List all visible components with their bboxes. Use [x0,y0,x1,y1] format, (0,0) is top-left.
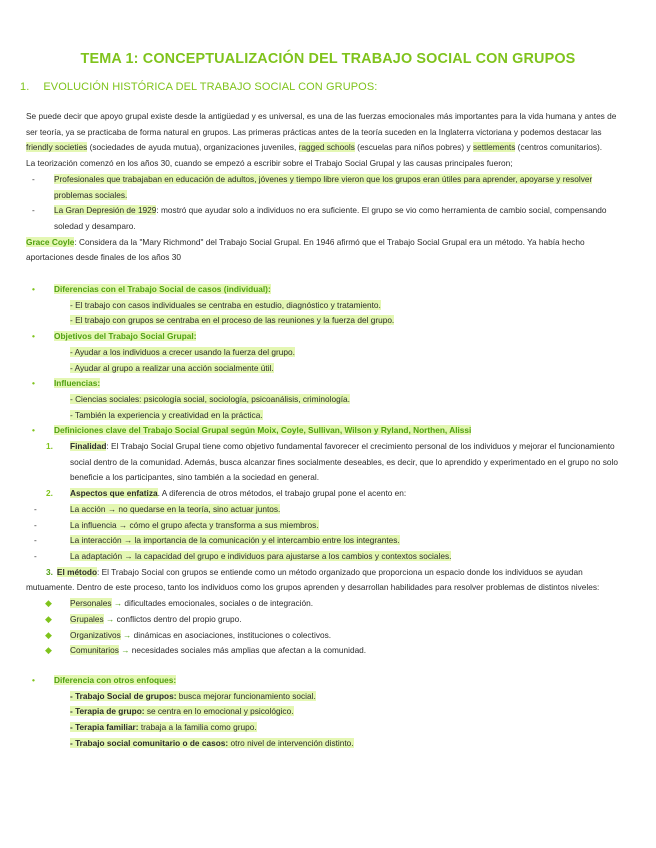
intro-text: (escuelas para niños pobres) y [354,142,473,153]
enfoque-item [70,704,630,720]
nivel-text: conflictos dentro del propio grupo. [114,613,242,624]
item-text: : El Trabajo Social con grupos se entiende como un método organizado que proporciona un espacio donde los individuos se ayudan mutuamente. Dentro de este proceso, tanto los individuos como los grupos aprenden y desarrollan habilidades para resolver problemas de distintos niveles: [26,566,600,593]
dash-marker: - [32,205,35,216]
nivel-item [26,628,630,644]
item-label: Finalidad [70,441,107,452]
dash-marker: - [34,535,37,546]
aspecto-item [26,533,630,549]
bullet-marker: • [32,331,35,342]
bullet-influencias [26,376,630,392]
intro-text: Se puede decir que apoyo grupal existe desde la antigüedad y es universal, es una de las fuerzas emocionales más importantes para la vida humana y antes de ser teoría, ya se practicaba de forma natural en grupos. Las primeras prácticas antes de la teoría suceden en la Inglaterra victoriana y podemos destacar las [26,111,617,137]
nivel-text: dinámicas en asociaciones, instituciones o colectivos. [131,629,332,640]
aspecto-text: La influencia → cómo el grupo afecta y transforma a sus miembros. [70,519,319,530]
cause-item [26,203,630,234]
number-marker: 2. [46,488,53,499]
bullet-enfoques [26,673,630,689]
nivel-text: dificultades emocionales, sociales o de integración. [122,598,314,609]
cause-text: : mostró que ayudar solo a individuos no era suficiente. El grupo se vio como herramienta de cambio social, compensando soledad y desamparo. [54,205,607,231]
cause-item [26,172,630,203]
dash-marker: - [34,503,37,514]
enfoque-label: - Terapia familiar: [70,722,139,733]
bullet-label: Diferencias con el Trabajo Social de casos (individual): [54,284,271,295]
highlight-friendly-societies: friendly societies [26,142,88,153]
item-text: : El Trabajo Social Grupal tiene como objetivo fundamental favorecer el crecimiento personal de los individuos y mejorar el funcionamiento social dentro de la comunidad. Además, busca alcanzar fines socialmente deseables, es decir, que lo aprendido y experimentado en el grupo no solo beneficie a los participantes, sino también a la sociedad en general. [70,441,618,483]
aspecto-text: La interacción → la importancia de la comunicación y el intercambio entre los integrantes. [70,535,400,546]
bullet-definiciones [26,423,630,439]
document-body [26,109,630,751]
enfoque-item [70,736,630,752]
cause-text: Profesionales que trabajaban en educación de adultos, jóvenes y tiempo libre vieron que los grupos eran útiles para aprender, apoyarse y resolver problemas sociales. [54,173,593,200]
aspecto-text: La adaptación → la capacidad del grupo e individuos para ajustarse a los cambios y contextos sociales. [70,550,452,561]
coyle-text: : Considera da la "Mary Richmond" del Trabajo Social Grupal. En 1946 afirmó que el Trabajo Social Grupal era un método. Ya había hecho aportaciones desde finales de los años 30 [26,236,585,263]
aspecto-item [26,518,630,534]
enfoque-text: otro nivel de intervención distinto. [228,737,354,748]
bullet-objetivos [26,329,630,345]
nivel-item [26,643,630,659]
dash-marker: - [34,550,37,561]
section-heading [20,80,377,96]
bullet-marker: • [32,378,35,389]
enfoque-item [70,720,630,736]
enfoque-label: - Trabajo social comunitario o de casos: [70,737,229,748]
intro-text: (centros comunitarios). [515,142,603,153]
numbered-item-aspectos [26,486,630,502]
sub-item: - El trabajo con grupos se centraba en el proceso de las reuniones y la fuerza del grupo. [70,315,395,326]
item-text: . A diferencia de otros métodos, el trabajo grupal pone el acento en: [157,488,407,499]
aspecto-item [26,549,630,565]
cause-highlight: La Gran Depresión de 1929 [54,205,157,216]
nivel-item [26,596,630,612]
bullet-diferencias [26,282,630,298]
influencias-list [26,392,630,423]
bullet-label: Diferencia con otros enfoques: [54,674,177,685]
dash-marker: - [32,173,35,184]
diamond-icon: ◆ [45,645,52,656]
diferencias-list [26,298,630,329]
item-label: Aspectos que enfatiza [70,488,158,499]
enfoques-list [26,689,630,752]
objetivos-list [26,345,630,376]
sub-item: - También la experiencia y creatividad en la práctica. [70,409,263,420]
arrow-right-icon: → [103,613,115,624]
section-heading-text: EVOLUCIÓN HISTÓRICA DEL TRABAJO SOCIAL CON GRUPOS: [43,81,378,93]
highlight-settlements: settlements [472,142,516,153]
sub-item: - Ayudar al grupo a realizar una acción socialmente útil. [70,362,274,373]
diamond-icon: ◆ [45,629,52,640]
sub-item: - Ciencias sociales: psicología social, sociología, psicoanálisis, criminología. [70,393,350,404]
nivel-label: Personales [70,598,112,609]
metodo-paragraph [26,565,630,596]
intro-text: (sociedades de ayuda mutua), organizaciones juveniles, [87,142,299,153]
number-marker: 1. [46,441,53,452]
arrow-right-icon: → [120,629,132,640]
nivel-label: Organizativos [70,629,121,640]
nivel-label: Comunitarios [70,645,119,656]
nivel-label: Grupales [70,613,104,624]
numbered-item-finalidad [26,439,630,486]
coyle-paragraph [26,235,630,266]
coyle-name: Grace Coyle [26,236,75,247]
sub-item: - El trabajo con casos individuales se centraba en estudio, diagnóstico y tratamiento. [70,299,381,310]
dash-marker: - [34,519,37,530]
enfoque-text: busca mejorar funcionamiento social. [176,690,316,701]
document-title: TEMA 1: CONCEPTUALIZACIÓN DEL TRABAJO SOCIAL CON GRUPOS [80,51,576,67]
bullet-label: Objetivos del Trabajo Social Grupal: [54,331,197,342]
intro-paragraph-2: La teorización comenzó en los años 30, cuando se empezó a escribir sobre el Trabajo Social Grupal y las causas principales fueron; [26,158,513,169]
diamond-icon: ◆ [45,613,52,624]
enfoque-label: - Trabajo Social de grupos: [70,690,177,701]
bullet-label: Influencias: [54,378,101,389]
section-number: 1. [20,81,30,93]
enfoque-text: se centra en lo emocional y psicológico. [144,706,294,717]
bullet-marker: • [32,284,35,295]
number-marker: 3. [46,566,53,577]
bullet-marker: • [32,425,35,436]
arrow-right-icon: → [118,645,130,656]
aspecto-text: La acción → no quedarse en la teoría, sino actuar juntos. [70,503,281,514]
bullet-marker: • [32,674,35,685]
intro-paragraph-1 [26,109,630,156]
item-label: El método [56,566,98,577]
enfoque-item [70,689,630,705]
enfoque-label: - Terapia de grupo: [70,706,145,717]
nivel-text: necesidades sociales más amplias que afectan a la comunidad. [129,645,367,656]
diamond-icon: ◆ [45,598,52,609]
enfoque-text: trabaja a la familia como grupo. [138,722,257,733]
nivel-item [26,612,630,628]
arrow-right-icon: → [111,598,123,609]
aspecto-item [26,502,630,518]
bullet-label: Definiciones clave del Trabajo Social Grupal según Moix, Coyle, Sullivan, Wilson y Ryland, Northen, Alissi [54,425,472,436]
highlight-ragged-schools: ragged schools [298,142,355,153]
sub-item: - Ayudar a los individuos a crecer usando la fuerza del grupo. [70,346,295,357]
